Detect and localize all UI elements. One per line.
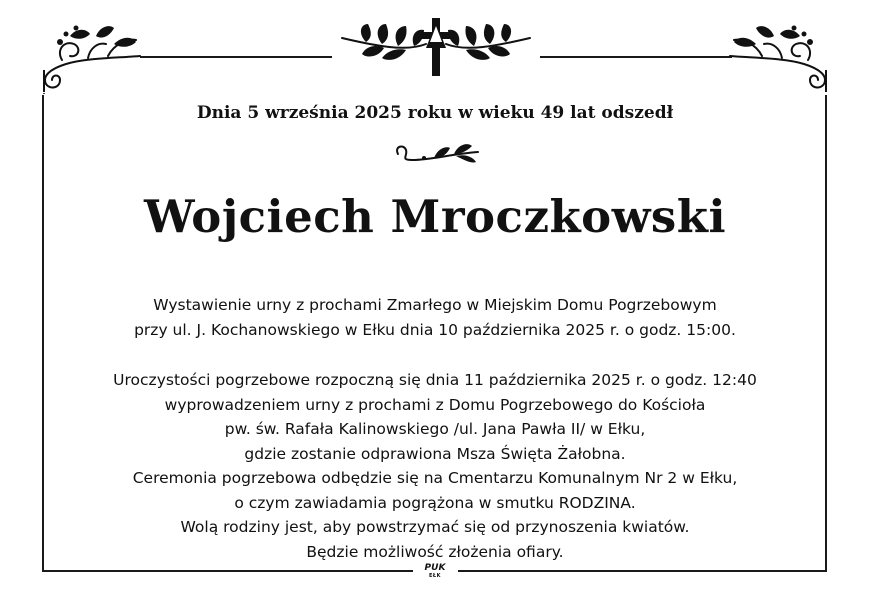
frame-top-right-line xyxy=(540,56,732,58)
floral-corner-right-icon xyxy=(724,14,834,94)
viewing-paragraph xyxy=(0,293,870,342)
frame-bottom-left-line xyxy=(42,570,413,572)
funeral-line: Wolą rodziny jest, aby powstrzymać się od przynoszenia kwiatów. xyxy=(180,518,690,536)
puk-logo xyxy=(419,564,451,579)
intro-line: Dnia 5 września 2025 roku w wieku 49 lat odszedł xyxy=(196,103,674,123)
viewing-line: Wystawienie urny z prochami Zmarłego w Miejskim Domu Pogrzebowym xyxy=(153,296,717,314)
deceased-name: Wojciech Mroczkowski xyxy=(143,190,727,243)
funeral-paragraph xyxy=(0,368,870,564)
funeral-line: gdzie zostanie odprawiona Msza Święta Żałobna. xyxy=(244,444,626,463)
logo-main-text: PUK xyxy=(424,563,446,573)
logo-sub-text: EŁK xyxy=(428,573,441,579)
olive-branch-divider-icon xyxy=(384,140,484,170)
funeral-line: wyprowadzeniem urny z prochami z Domu Pogrzebowego do Kościoła xyxy=(164,395,706,414)
viewing-line: przy ul. J. Kochanowskiego w Ełku dnia 10 października 2025 r. o godz. 15:00. xyxy=(134,320,736,339)
frame-bottom-right-line xyxy=(458,570,827,572)
funeral-line: Będzie możliwość złożenia ofiary. xyxy=(306,542,564,561)
frame-top-left-line xyxy=(140,56,332,58)
funeral-line: Uroczystości pogrzebowe rozpoczną się dnia 11 października 2025 r. o godz. 12:40 xyxy=(113,371,757,389)
floral-corner-left-icon xyxy=(36,14,146,94)
funeral-line: o czym zawiadamia pogrążona w smutku RODZINA. xyxy=(234,493,636,512)
funeral-line: Ceremonia pogrzebowa odbędzie się na Cmentarzu Komunalnym Nr 2 w Ełku, xyxy=(132,469,738,487)
cross-with-laurel-icon xyxy=(336,12,536,80)
funeral-line: pw. św. Rafała Kalinowskiego /ul. Jana Pawła II/ w Ełku, xyxy=(224,420,646,438)
